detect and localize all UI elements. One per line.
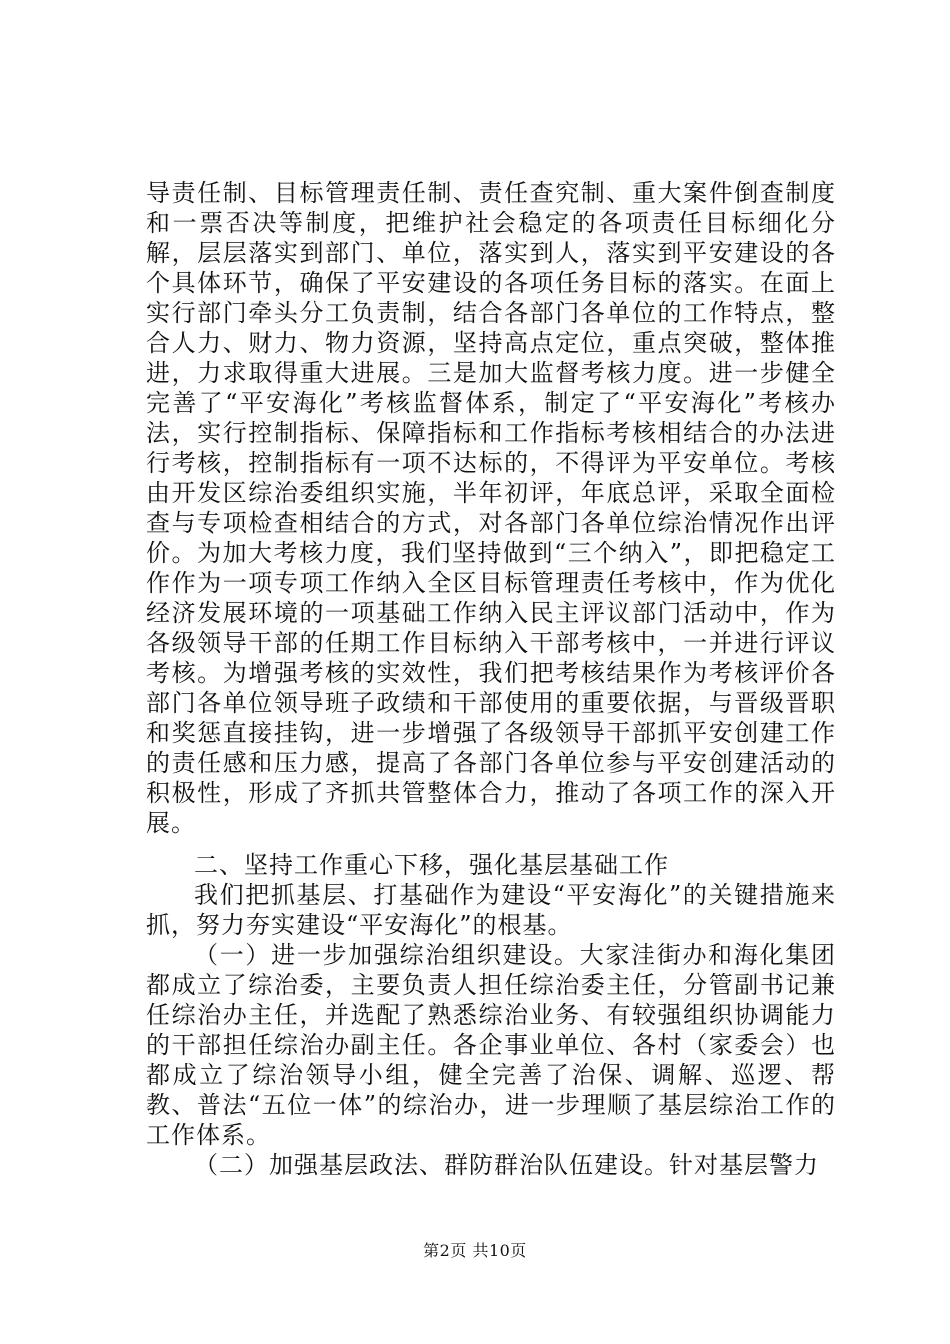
body-paragraph-team-building: （二）加强基层政法、群防群治队伍建设。针对基层警力 <box>194 1151 819 1179</box>
section-heading: 二、坚持工作重心下移，强化基层基础工作 <box>194 851 669 879</box>
body-paragraph-organization: （一）进一步加强综治组织建设。大家洼街办和海化集团都成立了综治委，主要负责人担任综治委主任，分管副书记兼任综治办主任，并选配了熟悉综治业务、有较强组织协调能力的干部担任综治办副主任。各企事业单位、各村（家委会）也都成立了综治领导小组，健全完善了治保、调解、巡逻、帮教、普法“五位一体”的综治办，进一步理顺了基层综治工作的工作体系。 <box>146 941 836 1149</box>
body-paragraph-foundation: 我们把抓基层、打基础作为建设“平安海化”的关键措施来抓，努力夯实建设“平安海化”的根基。 <box>146 881 836 939</box>
page-footer: 第2页 共10页 <box>423 1241 527 1260</box>
body-paragraph-responsibility: 导责任制、目标管理责任制、责任查究制、重大案件倒查制度和一票否决等制度，把维护社会稳定的各项责任目标细化分解，层层落实到部门、单位，落实到人，落实到平安建设的各个具体环节，确保了平安建设的各项任务目标的落实。在面上实行部门牵头分工负责制，结合各部门各单位的工作特点，整合人力、财力、物力资源，坚持高点定位，重点突破，整体推进，力求取得重大进展。三是加大监督考核力度。进一步健全完善了“平安海化”考核监督体系，制定了“平安海化”考核办法，实行控制指标、保障指标和工作指标考核相结合的办法进行考核，控制指标有一项不达标的，不得评为平安单位。考核由开发区综治委组织实施，半年初评，年底总评，采取全面检查与专项检查相结合的方式，对各部门各单位综治情况作出评价。为加大考核力度，我们坚持做到“三个纳入”，即把稳定工作作为一项专项工作纳入全区目标管理责任考核中，作为优化经济发展环境的一项基础工作纳入民主评议部门活动中，作为各级领导干部的任期工作目标纳入干部考核中，一并进行评议考核。为增强考核的实效性，我们把考核结果作为考核评价各部门各单位领导班子政绩和干部使用的重要依据，与晋级晋职和奖惩直接挂钩，进一步增强了各级领导干部抓平安创建工作的责任感和压力感，提高了各部门各单位参与平安创建活动的积极性，形成了齐抓共管整体合力，推动了各项工作的深入开展。 <box>146 179 836 837</box>
